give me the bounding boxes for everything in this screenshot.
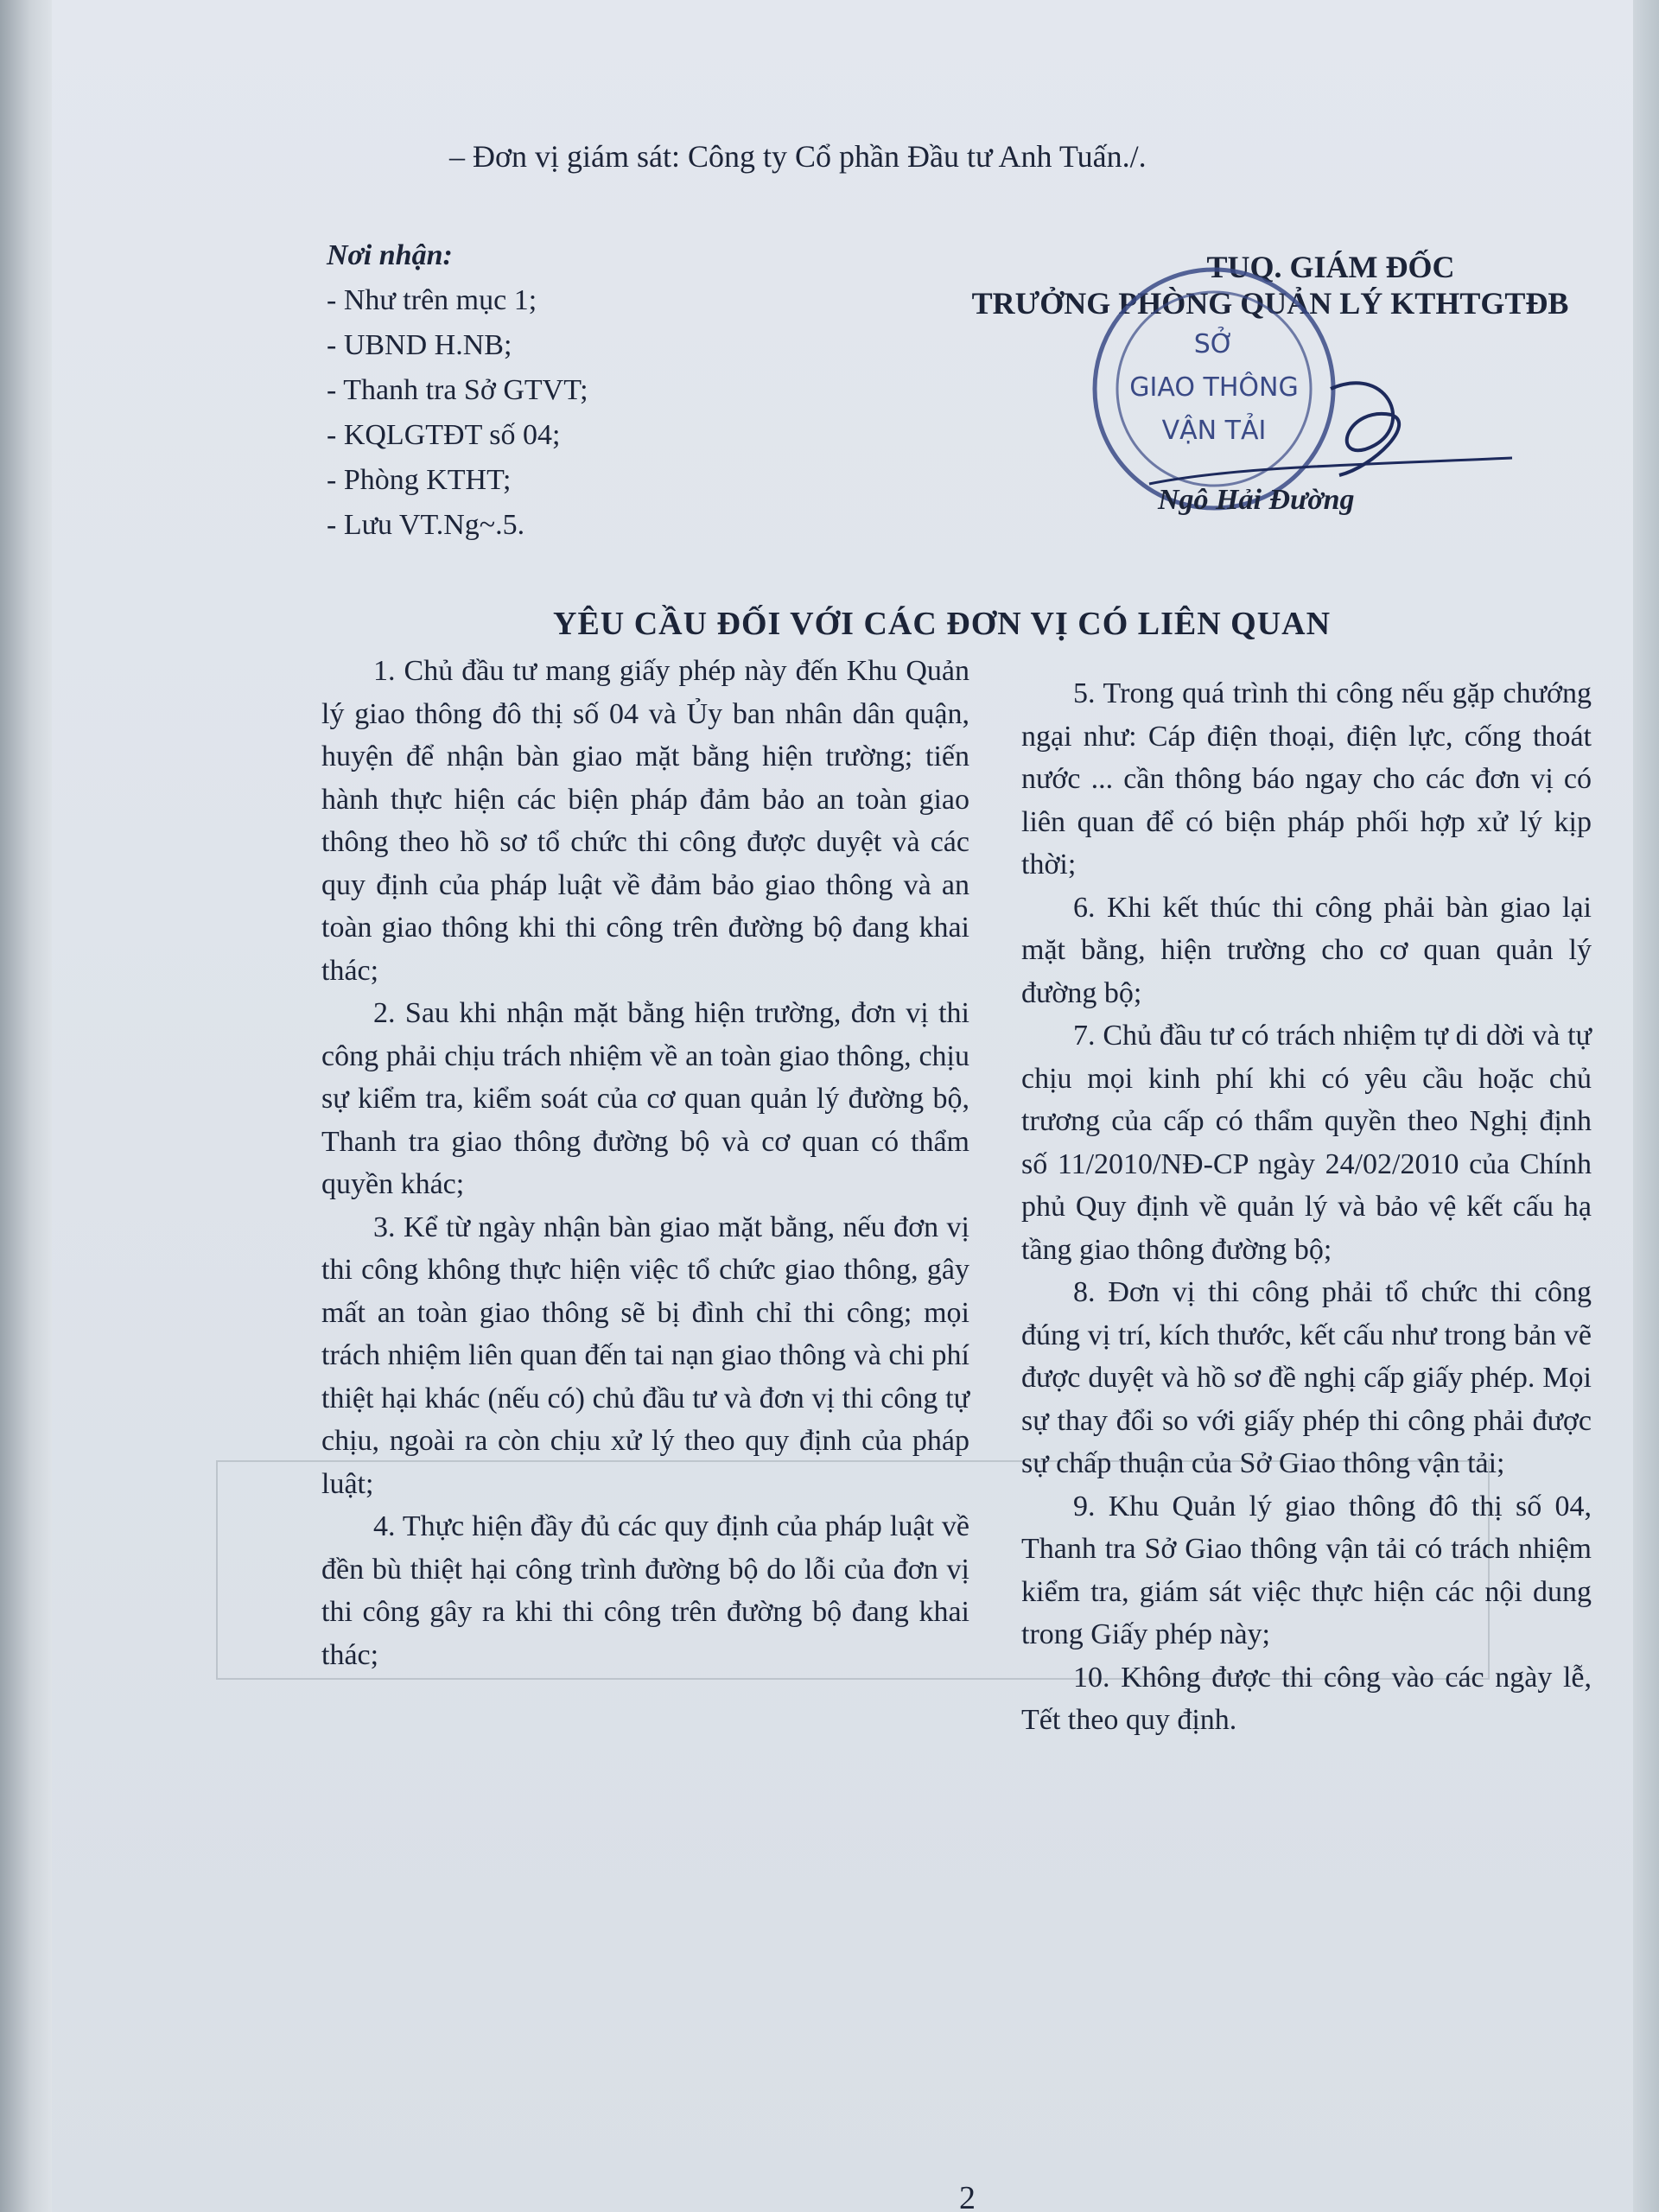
requirement-item: 8. Đơn vị thi công phải tổ chức thi công đúng vị trí, kích thước, kết cấu như trong bản vẽ được duyệt và hồ sơ đề nghị cấp giấy phép. Mọi sự thay đổi so với giấy phép thi công phải được sự chấp thuận của Sở Giao thông vận tải; bbox=[1021, 1276, 1592, 1479]
requirement-item: 10. Không được thi công vào các ngày lễ, Tết theo quy định. bbox=[1021, 1661, 1592, 1736]
requirement-item: 1. Chủ đầu tư mang giấy phép này đến Khu Quản lý giao thông đô thị số 04 và Ủy ban nhân dân quận, huyện để nhận bàn giao mặt bằng hiện trường; tiến hành thực hiện các biện pháp đảm bảo an toàn giao thông theo hồ sơ tổ chức thi công được duyệt và các quy định của pháp luật về đảm bảo giao thông và an toàn giao thông khi thi công trên đường bộ đang khai thác; bbox=[321, 655, 969, 987]
recipient-item: - Như trên mục 1; bbox=[327, 284, 537, 316]
signer-authority: TUQ. GIÁM ĐỐC bbox=[1206, 250, 1455, 284]
seal-text-2: GIAO THÔNG bbox=[1129, 372, 1299, 403]
signer-title: TRƯỞNG PHÒNG QUẢN LÝ KTHTGTĐB bbox=[971, 286, 1569, 321]
signer-name: Ngô Hải Đường bbox=[1158, 484, 1355, 516]
recipient-item: - Lưu VT.Ng~.5. bbox=[327, 509, 525, 541]
seal-text-3: VẬN TẢI bbox=[1161, 416, 1267, 446]
requirement-item: 4. Thực hiện đầy đủ các quy định của pháp luật về đền bù thiệt hại công trình đường bộ do lỗi của đơn vị thi công gây ra khi thi công trên đường bộ đang khai thác; bbox=[321, 1510, 969, 1671]
supervisor-line: – Đơn vị giám sát: Công ty Cổ phần Đầu tư Anh Tuấn./. bbox=[449, 139, 1147, 174]
recipients-block bbox=[327, 233, 588, 548]
requirement-item: 6. Khi kết thúc thi công phải bàn giao lại mặt bằng, hiện trường cho cơ quan quản lý đường bộ; bbox=[1021, 891, 1592, 1009]
seal-text-1: SỞ bbox=[1193, 329, 1235, 359]
requirements-left-column bbox=[321, 650, 969, 1676]
requirement-item: 2. Sau khi nhận mặt bằng hiện trường, đơn vị thi công phải chịu trách nhiệm về an toàn giao thông, chịu sự kiểm tra, kiểm soát của cơ quan quản lý đường bộ, Thanh tra giao thông đường bộ và cơ quan có thẩm quyền khác; bbox=[321, 997, 969, 1200]
recipient-item: - UBND H.NB; bbox=[327, 329, 512, 361]
requirements-right-column bbox=[1021, 672, 1592, 1742]
page-number: 2 bbox=[959, 2180, 976, 2212]
requirement-item: 7. Chủ đầu tư có trách nhiệm tự di dời và tự chịu mọi kinh phí khi có yêu cầu hoặc chủ trương của cấp có thẩm quyền theo Nghị định số 11/2010/NĐ-CP ngày 24/02/2010 của Chính phủ Quy định về quản lý và bảo vệ kết cấu hạ tầng giao thông đường bộ; bbox=[1021, 1020, 1592, 1266]
page-edge bbox=[1633, 0, 1659, 2212]
recipient-item: - Phòng KTHT; bbox=[327, 464, 512, 496]
requirement-item: 5. Trong quá trình thi công nếu gặp chướng ngại như: Cáp điện thoại, điện lực, cống thoát nước ... cần thông báo ngay cho các đơn vị có liên quan để có biện pháp phối hợp xử lý kịp thời; bbox=[1021, 677, 1592, 880]
recipient-item: - Thanh tra Sở GTVT; bbox=[327, 374, 588, 406]
requirement-item: 3. Kể từ ngày nhận bàn giao mặt bằng, nếu đơn vị thi công không thực hiện việc tổ chức giao thông, gây mất an toàn giao thông sẽ bị đình chỉ thi công; mọi trách nhiệm liên quan đến tai nạn giao thông và chi phí thiệt hại khác (nếu có) chủ đầu tư và đơn vị thi công tự chịu, ngoài ra còn chịu xử lý theo quy định của pháp luật; bbox=[321, 1211, 969, 1500]
document-page bbox=[52, 0, 1633, 2212]
binding-edge bbox=[0, 0, 52, 2212]
recipients-heading: Nơi nhận: bbox=[327, 239, 453, 271]
section-title: YÊU CẦU ĐỐI VỚI CÁC ĐƠN VỊ CÓ LIÊN QUAN bbox=[553, 606, 1332, 642]
recipient-item: - KQLGTĐT số 04; bbox=[327, 419, 561, 451]
requirement-item: 9. Khu Quản lý giao thông đô thị số 04, Thanh tra Sở Giao thông vận tải có trách nhiệm kiểm tra, giám sát việc thực hiện các nội dung trong Giấy phép này; bbox=[1021, 1490, 1592, 1650]
